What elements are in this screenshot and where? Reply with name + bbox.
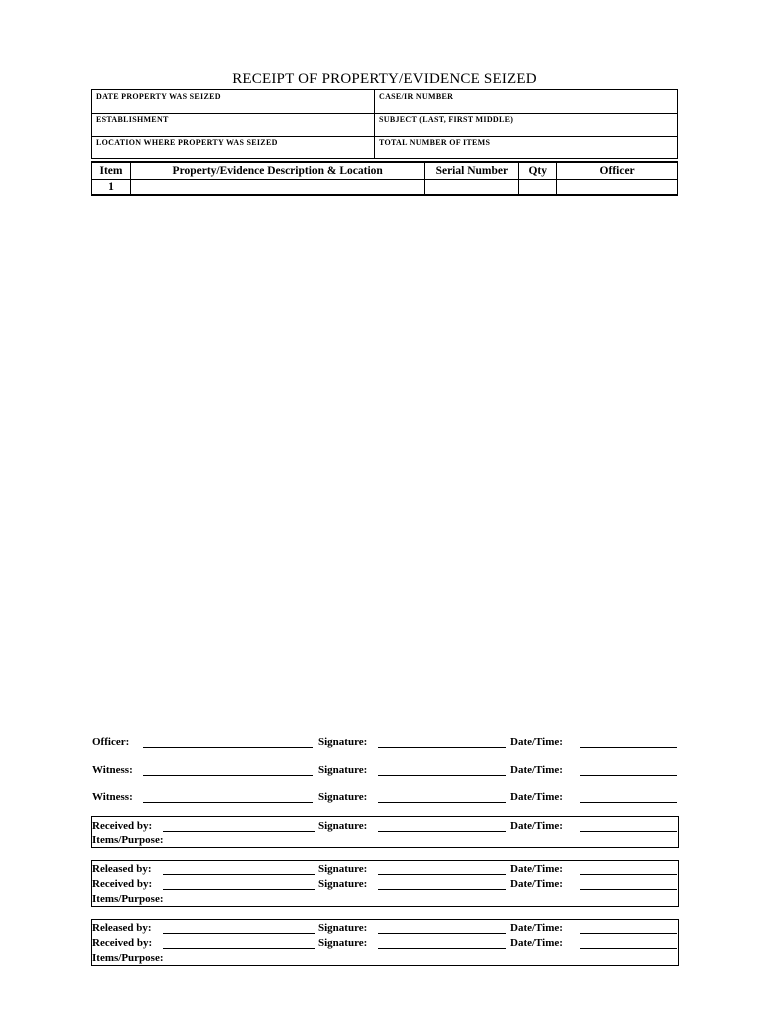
datetime-label: Date/Time: [510, 791, 563, 803]
datetime-line[interactable] [580, 877, 677, 890]
items-table-header [92, 162, 678, 180]
released-by-row [92, 862, 679, 876]
column-header-description: Property/Evidence Description & Location [130, 162, 424, 180]
datetime-line[interactable] [580, 790, 677, 803]
signature-line[interactable] [378, 819, 506, 832]
received-by-label: Received by: [92, 878, 153, 890]
items-purpose-row [92, 951, 679, 965]
items-purpose-row [92, 892, 679, 906]
datetime-line[interactable] [580, 862, 677, 875]
datetime-label: Date/Time: [510, 863, 563, 875]
witness-label: Witness: [92, 791, 133, 803]
witness-row [92, 763, 679, 777]
signature-line[interactable] [378, 936, 506, 949]
signature-label: Signature: [318, 878, 368, 890]
datetime-label: Date/Time: [510, 937, 563, 949]
received-by-row [92, 819, 679, 833]
case-header-grid [91, 89, 678, 159]
datetime-label: Date/Time: [510, 820, 563, 832]
released-by-row [92, 921, 679, 935]
items-table [91, 161, 678, 196]
signature-line[interactable] [378, 790, 506, 803]
officer-row [92, 735, 679, 749]
received-by-label: Received by: [92, 937, 153, 949]
total-items-field[interactable]: TOTAL NUMBER OF ITEMS [379, 138, 491, 147]
subject-field[interactable]: SUBJECT (LAST, FIRST MIDDLE) [379, 115, 514, 124]
datetime-line[interactable] [580, 763, 677, 776]
received-by-line[interactable] [163, 877, 315, 890]
signature-label: Signature: [318, 736, 368, 748]
datetime-label: Date/Time: [510, 922, 563, 934]
received-by-row [92, 877, 679, 891]
items-purpose-label: Items/Purpose: [92, 952, 164, 964]
column-header-item: Item [92, 162, 131, 180]
form-title: RECEIPT OF PROPERTY/EVIDENCE SEIZED [232, 71, 537, 87]
signature-label: Signature: [318, 922, 368, 934]
received-by-label: Received by: [92, 820, 153, 832]
datetime-line[interactable] [580, 819, 677, 832]
qty-cell[interactable] [519, 180, 557, 196]
signature-line[interactable] [378, 735, 506, 748]
serial-cell[interactable] [425, 180, 519, 196]
table-row [92, 180, 678, 196]
signature-line[interactable] [378, 877, 506, 890]
location-field[interactable]: LOCATION WHERE PROPERTY WAS SEIZED [96, 138, 278, 147]
column-header-qty: Qty [519, 162, 557, 180]
datetime-line[interactable] [580, 921, 677, 934]
received-by-line[interactable] [163, 819, 315, 832]
column-header-serial: Serial Number [425, 162, 519, 180]
officer-name-line[interactable] [143, 735, 313, 748]
released-by-label: Released by: [92, 863, 152, 875]
column-header-officer: Officer [557, 162, 678, 180]
datetime-label: Date/Time: [510, 736, 563, 748]
signature-label: Signature: [318, 764, 368, 776]
item-number-cell: 1 [92, 180, 131, 196]
datetime-line[interactable] [580, 735, 677, 748]
signature-label: Signature: [318, 791, 368, 803]
signature-line[interactable] [378, 862, 506, 875]
released-by-line[interactable] [163, 921, 315, 934]
signature-label: Signature: [318, 820, 368, 832]
received-by-line[interactable] [163, 936, 315, 949]
witness-label: Witness: [92, 764, 133, 776]
items-purpose-label: Items/Purpose: [92, 834, 164, 846]
released-by-label: Released by: [92, 922, 152, 934]
officer-cell[interactable] [557, 180, 678, 196]
description-cell[interactable] [130, 180, 424, 196]
received-by-row [92, 936, 679, 950]
datetime-line[interactable] [580, 936, 677, 949]
date-seized-field[interactable]: DATE PROPERTY WAS SEIZED [96, 92, 221, 101]
officer-label: Officer: [92, 736, 130, 748]
signature-label: Signature: [318, 937, 368, 949]
datetime-label: Date/Time: [510, 878, 563, 890]
signature-line[interactable] [378, 763, 506, 776]
witness-row [92, 790, 679, 804]
witness-name-line[interactable] [143, 763, 313, 776]
establishment-field[interactable]: ESTABLISHMENT [96, 115, 169, 124]
signature-label: Signature: [318, 863, 368, 875]
items-purpose-label: Items/Purpose: [92, 893, 164, 905]
items-purpose-row [92, 833, 679, 847]
witness-name-line[interactable] [143, 790, 313, 803]
released-by-line[interactable] [163, 862, 315, 875]
signature-line[interactable] [378, 921, 506, 934]
case-number-field[interactable]: CASE/IR NUMBER [379, 92, 454, 101]
datetime-label: Date/Time: [510, 764, 563, 776]
